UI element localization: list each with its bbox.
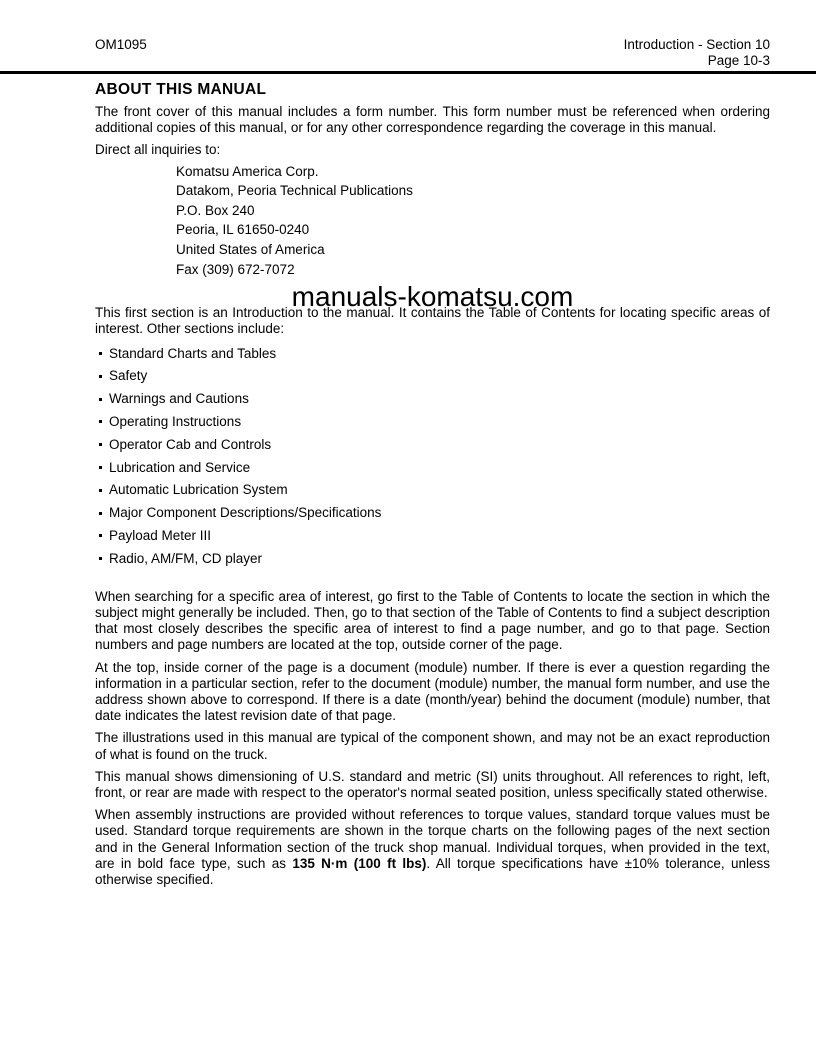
address-line: P.O. Box 240 — [176, 202, 255, 218]
paragraph-searching: When searching for a specific area of interest, go first to the Table of Contents to locate the section in which the subject might generally be included. Then, go to that section of the Table of Contents to find a subject description that most closely describes the specific area of interest to find a page number, and go to that page. Section numbers and page numbers are located at the top, outside corner of the page. — [95, 588, 770, 653]
page-content — [95, 82, 770, 888]
section-list-item: Major Component Descriptions/Specifications — [99, 505, 770, 521]
page-title: ABOUT THIS MANUAL — [95, 81, 267, 98]
address-block — [95, 162, 770, 280]
torque-text-after: . All torque specifications have ±10% tolerance, unless otherwise specified. — [95, 855, 770, 887]
paragraph-document-number: At the top, inside corner of the page is a document (module) number. If there is ever a question regarding the information in a particular section, refer to the document (module) number, the manual form number, and use the address shown above to correspond. If there is a date (month/year) behind the document (module) number, that date indicates the latest revision date of that page. — [95, 659, 770, 724]
section-list-item: Lubrication and Service — [99, 460, 770, 476]
inquiries-label: Direct all inquiries to: — [95, 142, 221, 158]
sections-list — [95, 346, 770, 567]
section-label: Introduction - Section 10 — [623, 37, 770, 52]
section-list-item: Warnings and Cautions — [99, 391, 770, 407]
section-list-item: Automatic Lubrication System — [99, 482, 770, 498]
paragraph-units: This manual shows dimensioning of U.S. standard and metric (SI) units throughout. All references to right, left, front, or rear are made with respect to the operator's normal seated position, unless specifically stated otherwise. — [95, 768, 770, 800]
watermark: manuals-komatsu.com — [291, 281, 574, 312]
header-meta — [624, 37, 770, 69]
address-line: Peoria, IL 61650-0240 — [176, 222, 310, 238]
paragraph-illustrations: The illustrations used in this manual are typical of the component shown, and may not be an exact reproduction of what is found on the truck. — [95, 730, 770, 762]
section-list-item: Safety — [99, 368, 770, 384]
page-number-label: Page 10-3 — [707, 53, 770, 68]
paragraph-torque — [95, 807, 770, 888]
section-list-item: Standard Charts and Tables — [99, 346, 770, 362]
address-line: United States of America — [176, 241, 325, 257]
torque-text-before: When assembly instructions are provided without references to torque values, standard torque values must be used. Standard torque requirements are shown in the torque charts on the following pages of the next section and in the General Information section of the truck shop manual. Individual torques, when provided in the text, are in bold face type, such as — [95, 807, 770, 871]
section-list-item: Payload Meter III — [99, 528, 770, 544]
section-list-item: Operating Instructions — [99, 414, 770, 430]
torque-bold-value: 135 N·m (100 ft lbs) — [292, 855, 427, 871]
page-header — [0, 0, 816, 69]
section-list-item: Operator Cab and Controls — [99, 437, 770, 453]
header-rule — [0, 71, 816, 74]
form-number: OM1095 — [95, 37, 147, 52]
paragraph-first-section: This first section is an Introduction to the manual. It contains the Table of Contents for locating specific areas of interest. Other sections include: — [95, 305, 770, 337]
paragraph-form-number: The front cover of this manual includes a form number. This form number must be referenced when ordering additional copies of this manual, or for any other correspondence regarding the coverage in this manual. — [95, 104, 770, 136]
address-line: Datakom, Peoria Technical Publications — [176, 183, 413, 199]
address-line: Fax (309) 672-7072 — [176, 261, 295, 277]
address-line: Komatsu America Corp. — [176, 163, 319, 179]
section-list-item: Radio, AM/FM, CD player — [99, 551, 770, 567]
